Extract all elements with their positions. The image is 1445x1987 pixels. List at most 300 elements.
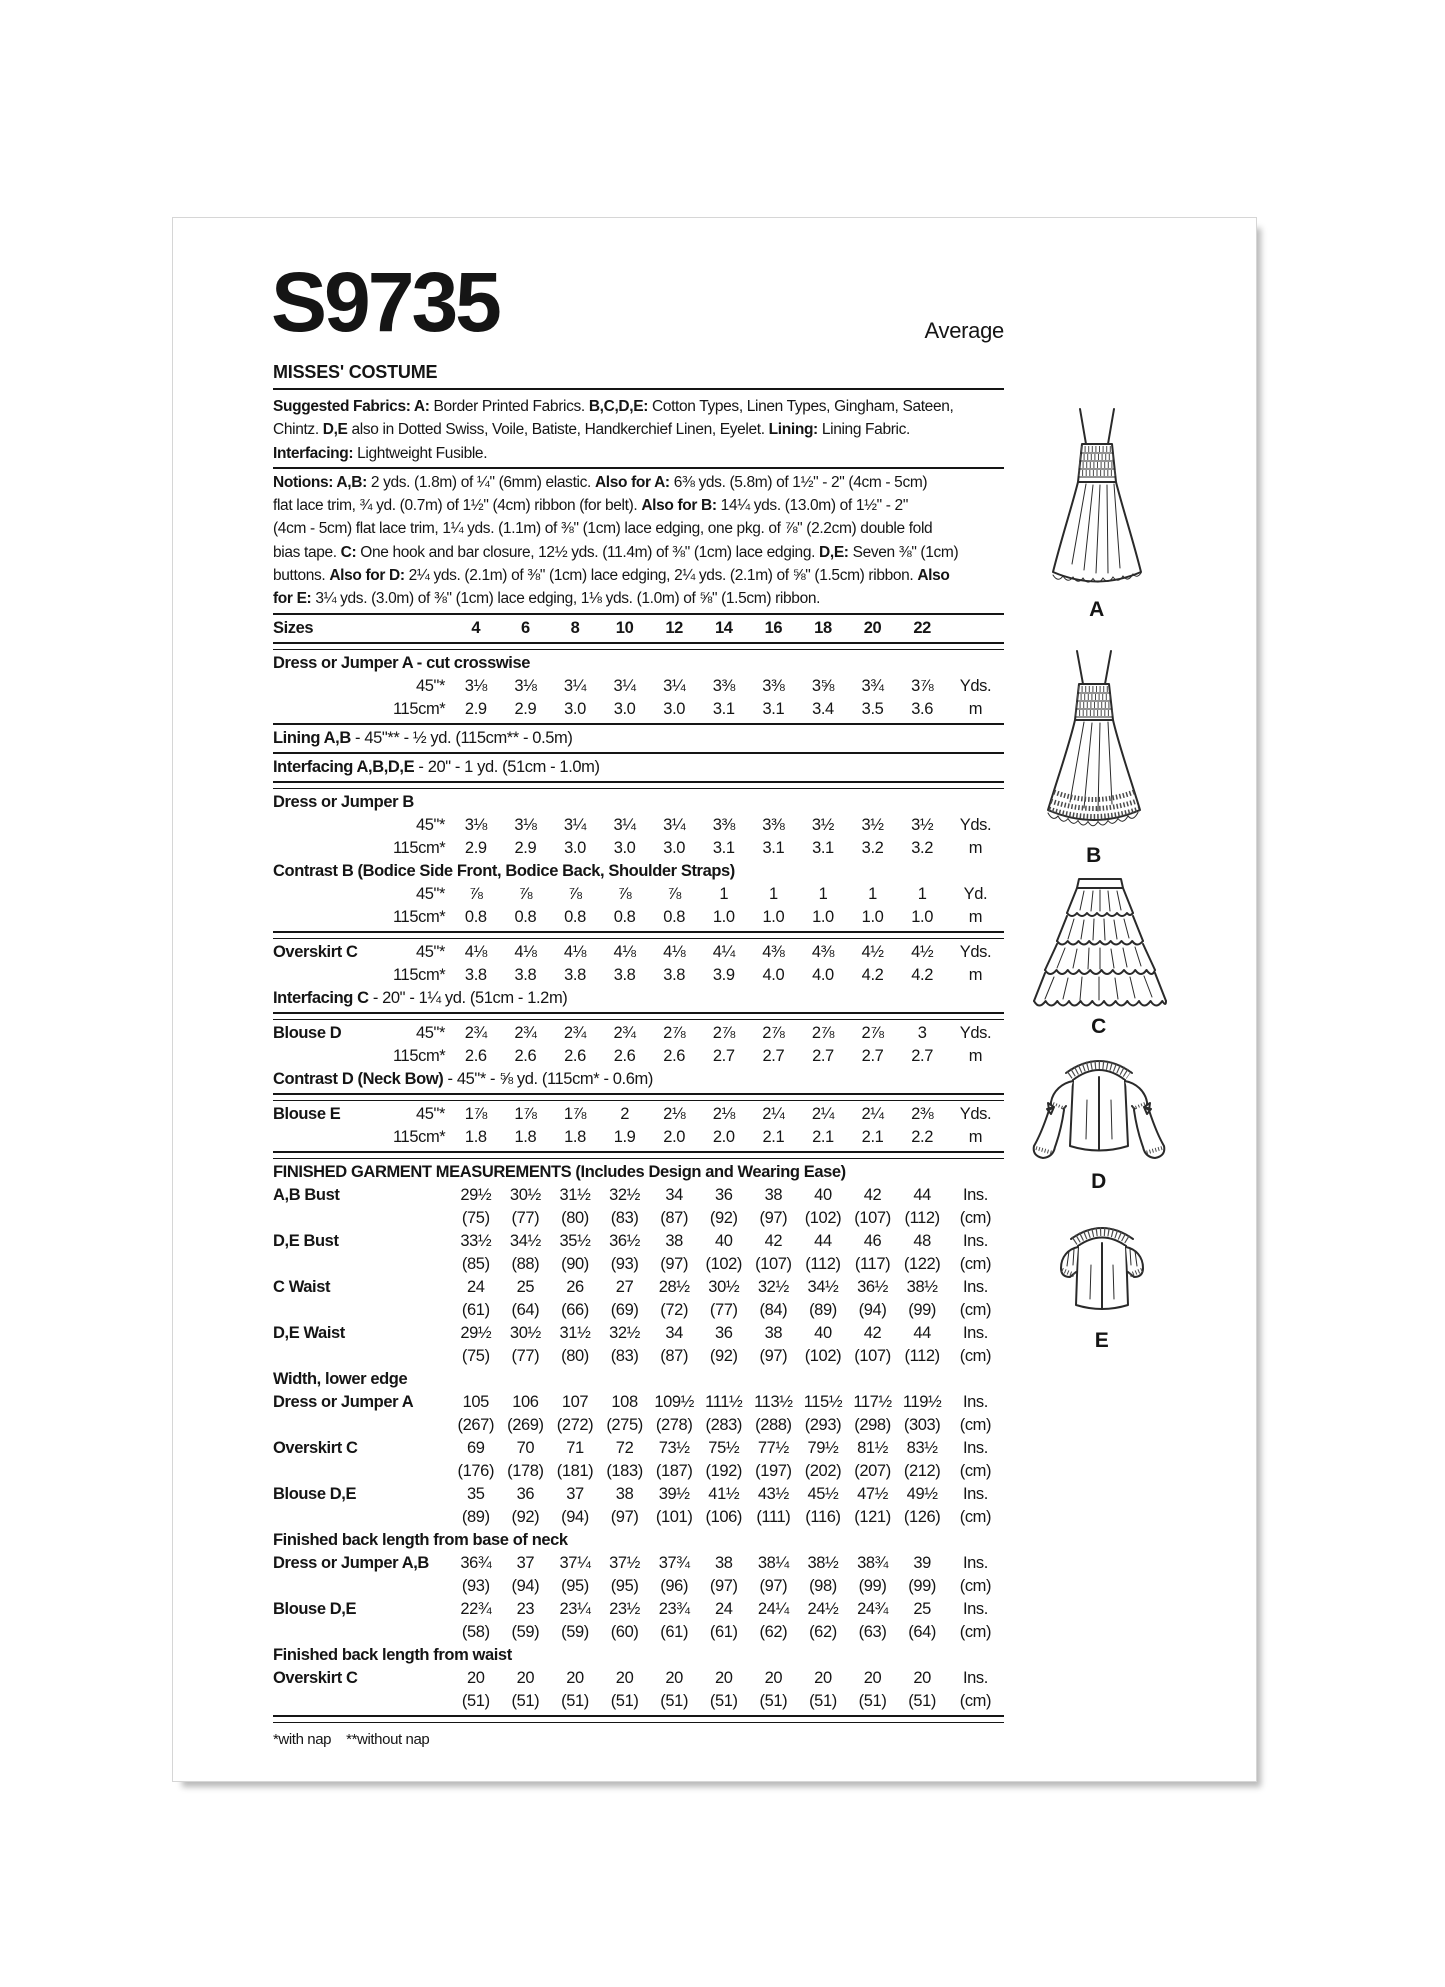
row-label: Blouse D,E — [273, 1484, 357, 1503]
value-cell: (87) — [660, 1208, 689, 1227]
value-cell: 3⅞ — [911, 676, 934, 695]
table-row — [273, 883, 1004, 906]
value-cell: 70 — [516, 1438, 535, 1457]
table-row — [273, 1126, 1004, 1149]
value-cell: 38½ — [807, 1553, 839, 1572]
rule — [273, 1715, 1004, 1723]
value-cell: 3¼ — [613, 676, 636, 695]
value-cell: 3.1 — [762, 699, 785, 718]
value-cell: (102) — [705, 1254, 743, 1273]
value-cell: 41½ — [708, 1484, 740, 1503]
value-cell: (97) — [610, 1507, 639, 1526]
value-cell: 2.1 — [812, 1127, 834, 1146]
value-cell: 1.8 — [564, 1127, 586, 1146]
value-cell: 34½ — [509, 1231, 541, 1250]
value-cell: (77) — [709, 1300, 738, 1319]
value-cell: (51) — [809, 1691, 837, 1710]
table-section-label: Finished back length from base of neck — [273, 1530, 568, 1549]
value-cell: 23¾ — [658, 1599, 690, 1618]
value-cell: 40 — [714, 1231, 733, 1250]
value-cell: 1.9 — [613, 1127, 636, 1146]
value-cell: 38¼ — [757, 1553, 789, 1572]
value-cell: 20 — [714, 1668, 733, 1687]
table-row — [273, 941, 1004, 964]
value-cell: 1⅞ — [514, 1104, 537, 1123]
heading-rule — [273, 388, 1004, 390]
value-cell: 1.8 — [464, 1127, 487, 1146]
value-cell: 3.0 — [564, 699, 586, 718]
row-label — [273, 698, 393, 721]
unit-cell: (cm) — [959, 1415, 992, 1434]
fabric-width-cell: 115cm* — [393, 699, 446, 718]
garment-d-label: D — [1091, 1170, 1107, 1193]
value-cell: 20 — [764, 1668, 783, 1687]
fabric-width-cell: 115cm* — [393, 1127, 446, 1146]
value-cell: (98) — [809, 1576, 837, 1595]
table-row — [273, 1299, 1004, 1322]
value-cell: (64) — [511, 1300, 540, 1319]
value-cell: (72) — [660, 1300, 689, 1319]
value-cell: (92) — [511, 1507, 540, 1526]
value-cell: (207) — [854, 1461, 891, 1480]
value-cell: 29½ — [460, 1323, 492, 1342]
value-cell: 2.9 — [464, 838, 487, 857]
value-cell: 28½ — [658, 1277, 690, 1296]
fabric-width-cell: 115cm* — [393, 965, 446, 984]
garment-c-label: C — [1091, 1015, 1107, 1038]
value-cell: (95) — [610, 1576, 639, 1595]
value-cell: 31½ — [559, 1323, 591, 1342]
size-table — [273, 617, 1004, 1751]
value-cell: (107) — [755, 1254, 792, 1273]
value-cell: 23 — [516, 1599, 535, 1618]
value-cell: 38 — [665, 1231, 683, 1250]
value-cell: (90) — [561, 1254, 589, 1273]
value-cell: 2.7 — [762, 1046, 785, 1065]
value-cell: (102) — [804, 1346, 842, 1365]
value-cell: 42 — [863, 1185, 882, 1204]
value-cell: 81½ — [857, 1438, 888, 1457]
garment-b-label: B — [1086, 844, 1102, 867]
value-cell: (87) — [660, 1346, 689, 1365]
value-cell: (92) — [709, 1208, 738, 1227]
unit-cell: Yds. — [959, 1023, 992, 1042]
row-label — [273, 1126, 393, 1149]
value-cell: 72 — [615, 1438, 634, 1457]
value-cell: 3.2 — [911, 838, 934, 857]
value-cell: 2⅞ — [811, 1023, 835, 1042]
table-row — [273, 1575, 1004, 1598]
value-cell: (197) — [755, 1461, 792, 1480]
value-cell: (80) — [561, 1208, 589, 1227]
rule — [273, 781, 1004, 789]
value-cell: 20 — [467, 1668, 485, 1687]
value-cell: 3.1 — [812, 838, 834, 857]
value-cell: 113½ — [754, 1392, 793, 1411]
rule — [273, 613, 1004, 615]
value-cell: 36 — [516, 1484, 535, 1503]
value-cell: 3.8 — [564, 965, 586, 984]
fabric-width-cell: 45"* — [415, 1104, 445, 1123]
value-cell: 3.1 — [712, 699, 735, 718]
value-cell: 3.0 — [663, 838, 686, 857]
unit-cell: m — [968, 699, 983, 718]
value-cell: 32½ — [757, 1277, 789, 1296]
rule — [273, 1093, 1004, 1101]
value-cell: (77) — [511, 1208, 540, 1227]
value-cell: 44 — [814, 1231, 832, 1250]
unit-cell: (cm) — [959, 1254, 992, 1273]
unit-cell: (cm) — [959, 1300, 992, 1319]
value-cell: (101) — [655, 1507, 693, 1526]
value-cell: 2.0 — [663, 1127, 686, 1146]
value-cell: 3.4 — [812, 699, 834, 718]
row-label — [273, 1460, 451, 1483]
size-header-cell: 18 — [814, 618, 832, 637]
value-cell: 2.0 — [712, 1127, 735, 1146]
size-header-cell: 20 — [863, 618, 882, 637]
value-cell: 25 — [516, 1277, 535, 1296]
garment-a-illustration — [1030, 404, 1164, 596]
row-label — [273, 1621, 451, 1644]
unit-cell: m — [968, 1046, 983, 1065]
table-section-label: Finished back length from waist — [273, 1645, 512, 1664]
nap-footnote: *with nap **without nap — [273, 1730, 430, 1748]
unit-cell: Ins. — [962, 1323, 988, 1342]
value-cell: (121) — [854, 1507, 891, 1526]
value-cell: (61) — [660, 1622, 689, 1641]
value-cell: 32½ — [609, 1185, 641, 1204]
garment-a-figure — [1027, 404, 1167, 622]
table-row — [273, 727, 1004, 750]
value-cell: (59) — [561, 1622, 589, 1641]
fabric-width-cell: 45"* — [415, 942, 445, 961]
table-row — [273, 756, 1004, 779]
value-cell: 3.8 — [613, 965, 636, 984]
table-row — [273, 1276, 1004, 1299]
value-cell: (92) — [709, 1346, 738, 1365]
value-cell: 108 — [611, 1392, 638, 1411]
value-cell: (298) — [854, 1415, 891, 1434]
value-cell: 39 — [913, 1553, 931, 1572]
value-cell: 0.8 — [564, 907, 586, 926]
value-cell: (93) — [461, 1576, 490, 1595]
row-label: D,E Waist — [273, 1323, 345, 1342]
value-cell: 2.9 — [464, 699, 487, 718]
table-row — [273, 1253, 1004, 1276]
fabric-width-cell: 115cm* — [393, 1046, 446, 1065]
value-cell: 20 — [615, 1668, 634, 1687]
table-row — [273, 1368, 1004, 1391]
value-cell: 37¼ — [559, 1553, 591, 1572]
row-label: Blouse D — [273, 1023, 342, 1042]
value-cell: 3.0 — [663, 699, 686, 718]
value-cell: 3⅜ — [762, 676, 785, 695]
rule — [273, 1151, 1004, 1159]
value-cell: 3⅝ — [811, 676, 835, 695]
value-cell: 38 — [714, 1553, 733, 1572]
value-cell: 2⅞ — [762, 1023, 785, 1042]
value-cell: 25 — [913, 1599, 931, 1618]
garment-b-figure — [1021, 646, 1167, 868]
size-header-cell: 10 — [615, 618, 634, 637]
row-label — [273, 1207, 451, 1230]
value-cell: (96) — [660, 1576, 689, 1595]
value-cell: 2⅛ — [712, 1104, 735, 1123]
size-header-cell: 16 — [764, 618, 783, 637]
row-label: Overskirt C — [273, 1668, 358, 1687]
table-row — [273, 675, 1004, 698]
size-header-cell: 6 — [521, 618, 530, 637]
value-cell: 23¼ — [559, 1599, 591, 1618]
value-cell: 23½ — [609, 1599, 641, 1618]
table-row — [273, 1437, 1004, 1460]
value-cell: 2⅜ — [911, 1104, 934, 1123]
unit-cell: m — [968, 838, 983, 857]
table-row — [273, 1068, 1004, 1091]
fabric-width-cell: 115cm* — [393, 838, 446, 857]
value-cell: (181) — [556, 1461, 594, 1480]
value-cell: 22¾ — [460, 1599, 492, 1618]
unit-cell — [947, 617, 1004, 640]
value-cell: 3.8 — [663, 965, 686, 984]
table-row — [273, 1483, 1004, 1506]
value-cell: 42 — [863, 1323, 882, 1342]
value-cell: (176) — [457, 1461, 495, 1480]
value-cell: (99) — [858, 1576, 887, 1595]
fabric-width-cell: 45"* — [415, 676, 445, 695]
value-cell: 2.7 — [712, 1046, 735, 1065]
rule — [273, 931, 1004, 939]
table-row — [273, 1667, 1004, 1690]
table-section-label: Dress or Jumper A - cut crosswise — [273, 653, 531, 672]
value-cell: 2.1 — [762, 1127, 785, 1146]
value-cell: 38½ — [906, 1277, 938, 1296]
value-cell: 4.0 — [812, 965, 834, 984]
value-cell: 24¾ — [857, 1599, 888, 1618]
table-row — [273, 1690, 1004, 1713]
value-cell: (61) — [709, 1622, 738, 1641]
difficulty-rating: Average — [924, 318, 1004, 343]
value-cell: 2¾ — [613, 1023, 636, 1042]
value-cell: 2⅛ — [663, 1104, 686, 1123]
row-label: Dress or Jumper A — [273, 1392, 414, 1411]
table-section-label: Contrast B (Bodice Side Front, Bodice Back, Shoulder Straps) — [273, 861, 735, 880]
size-header-cell: 4 — [471, 618, 481, 637]
value-cell: (283) — [705, 1415, 743, 1434]
value-cell: 4.2 — [911, 965, 934, 984]
value-cell: (278) — [655, 1415, 693, 1434]
value-cell: 48 — [913, 1231, 931, 1250]
value-cell: 3.9 — [712, 965, 735, 984]
value-cell: 3⅛ — [514, 676, 537, 695]
value-cell: 40 — [814, 1323, 832, 1342]
value-cell: 4⅛ — [613, 942, 636, 961]
value-cell: (267) — [457, 1415, 495, 1434]
value-cell: 2¼ — [762, 1104, 785, 1123]
value-cell: (88) — [511, 1254, 540, 1273]
value-cell: (51) — [461, 1691, 490, 1710]
value-cell: 30½ — [509, 1185, 541, 1204]
value-cell: (117) — [854, 1254, 891, 1273]
value-cell: 3.8 — [464, 965, 487, 984]
value-cell: (83) — [610, 1346, 639, 1365]
value-cell: 2.7 — [861, 1046, 884, 1065]
unit-cell: (cm) — [959, 1346, 992, 1365]
value-cell: 1 — [768, 884, 778, 903]
unit-cell: (cm) — [959, 1576, 992, 1595]
value-cell: 106 — [512, 1392, 539, 1411]
unit-cell: Ins. — [962, 1277, 988, 1296]
garment-e-label: E — [1094, 1329, 1110, 1352]
fabric-width-cell: 45"* — [415, 1023, 445, 1042]
rule — [273, 467, 1004, 469]
fabric-width-cell: 45"* — [415, 884, 445, 903]
value-cell: 35 — [467, 1484, 485, 1503]
table-section-label: Contrast D (Neck Bow) - 45"* - ⅝ yd. (115cm* - 0.6m) — [273, 1069, 653, 1088]
unit-cell: Yds. — [959, 815, 992, 834]
value-cell: 3.0 — [564, 838, 586, 857]
value-cell: (59) — [511, 1622, 540, 1641]
value-cell: 4¼ — [712, 942, 735, 961]
value-cell: 4.0 — [762, 965, 785, 984]
value-cell: 107 — [561, 1392, 589, 1411]
value-cell: (288) — [755, 1415, 792, 1434]
value-cell: 1 — [917, 884, 927, 903]
value-cell: 20 — [814, 1668, 832, 1687]
table-footnote — [273, 1725, 1004, 1751]
value-cell: (107) — [854, 1208, 891, 1227]
value-cell: (58) — [461, 1622, 490, 1641]
row-label: Overskirt C — [273, 942, 358, 961]
table-section-label: FINISHED GARMENT MEASUREMENTS (Includes Design and Wearing Ease) — [273, 1162, 846, 1181]
row-label — [273, 883, 393, 906]
value-cell: (303) — [903, 1415, 941, 1434]
row-label — [273, 1345, 451, 1368]
table-row — [273, 652, 1004, 675]
value-cell: (97) — [759, 1346, 788, 1365]
value-cell: (97) — [660, 1254, 689, 1273]
value-cell: 2¼ — [861, 1104, 884, 1123]
table-row — [273, 964, 1004, 987]
value-cell: 3¾ — [861, 676, 884, 695]
value-cell: (93) — [610, 1254, 639, 1273]
value-cell: ⅞ — [617, 884, 632, 903]
value-cell: 36 — [714, 1323, 733, 1342]
value-cell: (272) — [556, 1415, 594, 1434]
value-cell: 0.8 — [514, 907, 537, 926]
value-cell: 105 — [462, 1392, 489, 1411]
table-row — [273, 906, 1004, 929]
row-label — [273, 1414, 451, 1437]
value-cell: (62) — [759, 1622, 788, 1641]
value-cell: (275) — [606, 1415, 643, 1434]
value-cell: ⅞ — [568, 884, 582, 903]
value-cell: (183) — [606, 1461, 643, 1480]
value-cell: 2⅞ — [712, 1023, 735, 1042]
table-row — [273, 698, 1004, 721]
value-cell: (94) — [561, 1507, 589, 1526]
value-cell: (51) — [908, 1691, 937, 1710]
value-cell: (95) — [561, 1576, 589, 1595]
value-cell: 2.6 — [564, 1046, 586, 1065]
value-cell: (75) — [461, 1208, 490, 1227]
value-cell: 71 — [566, 1438, 584, 1457]
garment-type-heading: MISSES' COSTUME — [273, 362, 438, 382]
value-cell: (122) — [903, 1254, 941, 1273]
rule — [273, 1012, 1004, 1020]
table-row — [273, 1414, 1004, 1437]
garment-d-figure — [1015, 1046, 1183, 1194]
value-cell: 46 — [863, 1231, 882, 1250]
unit-cell: Ins. — [962, 1392, 988, 1411]
row-label: A,B Bust — [273, 1185, 340, 1204]
table-row — [273, 1022, 1004, 1045]
value-cell: 119½ — [902, 1392, 942, 1411]
value-cell: 1.0 — [712, 907, 735, 926]
value-cell: 3½ — [861, 815, 884, 834]
table-section-label: Interfacing C - 20" - 1¼ yd. (51cm - 1.2m) — [273, 988, 568, 1007]
table-row — [273, 1644, 1004, 1667]
value-cell: 4⅛ — [563, 942, 587, 961]
value-cell: 69 — [467, 1438, 485, 1457]
pattern-envelope-page — [172, 217, 1257, 1782]
value-cell: 3⅛ — [464, 815, 487, 834]
value-cell: 79½ — [807, 1438, 839, 1457]
unit-cell: Ins. — [962, 1599, 988, 1618]
garment-c-illustration — [1024, 873, 1174, 1013]
table-row — [273, 837, 1004, 860]
value-cell: 0.8 — [464, 907, 487, 926]
value-cell: 44 — [913, 1185, 931, 1204]
value-cell: (51) — [858, 1691, 887, 1710]
value-cell: 111½ — [705, 1392, 743, 1411]
value-cell: 38 — [764, 1323, 783, 1342]
value-cell: (89) — [809, 1300, 837, 1319]
garment-e-illustration — [1037, 1213, 1167, 1327]
value-cell: 1 — [719, 884, 729, 903]
value-cell: 109½ — [654, 1392, 695, 1411]
value-cell: 37 — [516, 1553, 535, 1572]
garment-b-illustration — [1024, 646, 1164, 842]
value-cell: 36½ — [857, 1277, 888, 1296]
unit-cell: Ins. — [962, 1185, 988, 1204]
size-header-cell: 12 — [665, 618, 683, 637]
value-cell: 38 — [764, 1185, 783, 1204]
value-cell: 20 — [913, 1668, 931, 1687]
value-cell: 38 — [615, 1484, 634, 1503]
value-cell: 31½ — [559, 1185, 591, 1204]
value-cell: 30½ — [509, 1323, 541, 1342]
row-label: Blouse D,E — [273, 1599, 357, 1618]
value-cell: 36½ — [609, 1231, 641, 1250]
notions-paragraph: Notions: A,B: 2 yds. (1.8m) of ¼" (6mm) elastic. Also for A: 6⅜ yds. (5.8m) of 1½" - 2" (4cm - 5cm) flat lace trim, ¾ yd. (0.7m) of 1½" (4cm) ribbon (for belt). Also for B: 14¼ yds. (13.0m) of 1½" - 2" (4cm - 5cm) flat lace trim, 1¼ yds. (1.1m) of ⅜" (1cm) lace edging, one pkg. of ⅞" (2.2cm) double fold bias tape. C: One hook and bar closure, 12½ yds. (11.4m) of ⅜" (1cm) lace edging. D,E: Seven ⅜" (1cm) buttons. Also for D: 2¼ yds. (2.1m) of ⅜" (1cm) lace edging, 2¼ yds. (2.1m) of ⅝" (1.5cm) ribbon. Also for E: 3¼ yds. (3.0m) of ⅜" (1cm) lace edging, 1⅛ yds. (1.0m) of ⅝" (1.5cm) ribbon. — [273, 473, 959, 608]
value-cell: (69) — [610, 1300, 639, 1319]
row-label — [273, 814, 393, 837]
value-cell: 1⅞ — [563, 1104, 587, 1123]
value-cell: 0.8 — [613, 907, 636, 926]
value-cell: (85) — [461, 1254, 490, 1273]
value-cell: 35½ — [559, 1231, 591, 1250]
value-cell: 1.0 — [812, 907, 834, 926]
table-row — [273, 1184, 1004, 1207]
value-cell: (63) — [858, 1622, 887, 1641]
unit-cell: Yds. — [959, 942, 992, 961]
row-label — [273, 964, 393, 987]
value-cell: 3¼ — [663, 676, 686, 695]
fabric-width-cell: 45"* — [415, 815, 445, 834]
row-label: D,E Bust — [273, 1231, 339, 1250]
